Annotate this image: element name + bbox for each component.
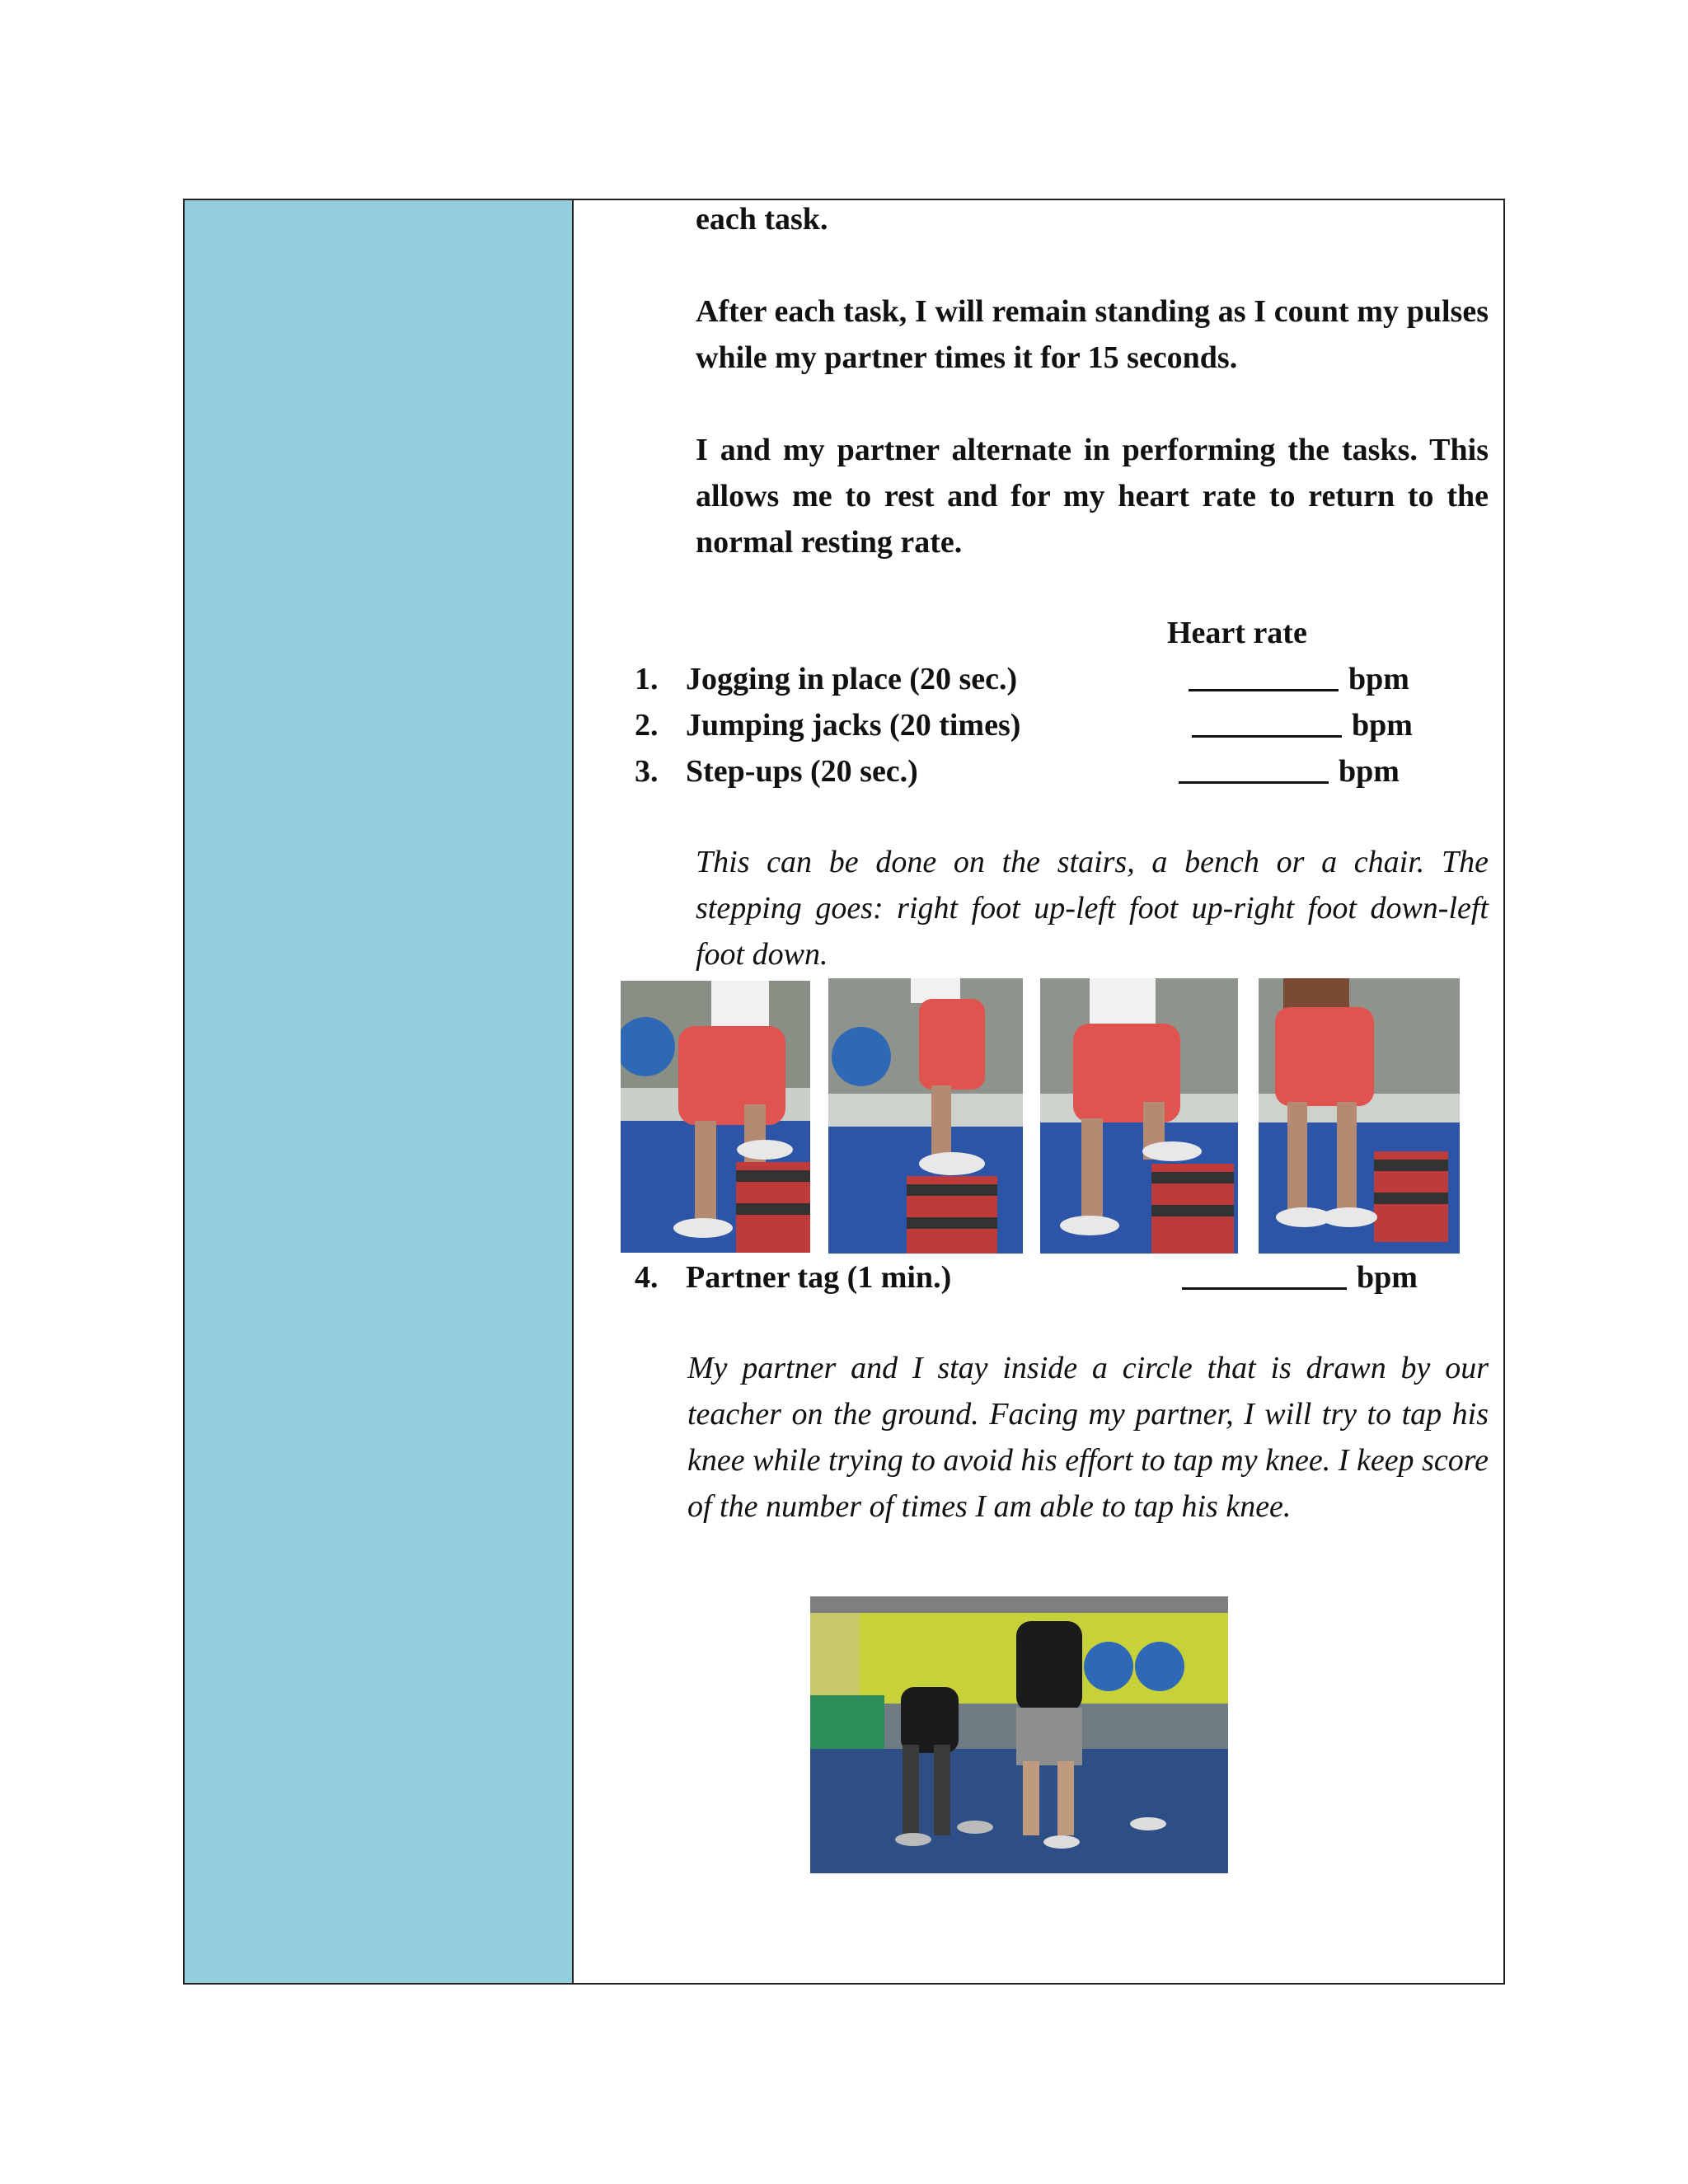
stepup-photo-1 <box>621 981 810 1253</box>
heart-rate-blank[interactable] <box>1189 689 1339 691</box>
sidebar-column <box>185 200 574 1983</box>
task-number: 2. <box>635 708 659 743</box>
task-label: Jumping jacks (20 times) <box>686 708 1021 743</box>
alternate-paragraph: I and my partner alternate in performing the tasks. This allows me to rest and for my heart rate to return to the normal resting rate. <box>696 433 1489 560</box>
task-label: Partner tag (1 min.) <box>686 1260 952 1295</box>
task-number: 3. <box>635 754 659 789</box>
unit-label: bpm <box>1357 1260 1418 1295</box>
unit-label: bpm <box>1348 662 1409 696</box>
task-number: 4. <box>635 1260 659 1295</box>
stepup-photo-2 <box>828 978 1023 1254</box>
task-row-1 <box>635 656 1459 702</box>
partner-tag-photo <box>810 1596 1228 1873</box>
unit-label: bpm <box>1352 708 1413 743</box>
stepups-note: This can be done on the stairs, a bench or a chair. The stepping goes: right foot up-left foot up-right foot down-left foot down. <box>696 845 1489 972</box>
heart-rate-blank[interactable] <box>1192 735 1342 738</box>
partner-tag-note: My partner and I stay inside a circle that is drawn by our teacher on the ground. Facing my partner, I will try to tap his knee while trying to avoid his effort to tap my knee. I keep score of the number of times I am able to tap his knee. <box>687 1351 1489 1524</box>
task-number: 1. <box>635 662 659 696</box>
heart-rate-header: Heart rate <box>1167 616 1307 650</box>
task-label: Jogging in place (20 sec.) <box>686 662 1018 696</box>
task-label: Step-ups (20 sec.) <box>686 754 918 789</box>
task-row-4 <box>635 1254 1459 1301</box>
heart-rate-blank[interactable] <box>1179 781 1329 784</box>
stepup-photo-3 <box>1040 978 1238 1254</box>
stepup-photo-4 <box>1259 978 1460 1254</box>
heart-rate-blank[interactable] <box>1182 1287 1347 1290</box>
task-row-3 <box>635 748 1459 794</box>
pulse-paragraph: After each task, I will remain standing as I count my pulses while my partner times it for 15 seconds. <box>696 294 1489 375</box>
task-row-2 <box>635 702 1459 748</box>
intro-line-top: each task. <box>696 202 828 237</box>
unit-label: bpm <box>1339 754 1400 789</box>
